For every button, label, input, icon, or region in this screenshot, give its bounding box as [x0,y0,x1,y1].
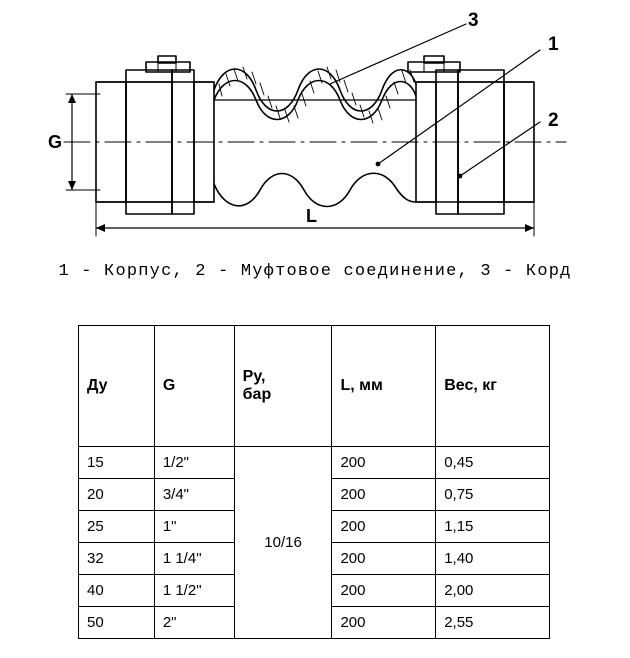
header-l: L, мм [332,326,436,447]
cell-ru: 10/16 [234,447,332,639]
cell-g: 1/2" [154,447,234,479]
cell-weight: 2,00 [436,575,550,607]
leader-3 [330,24,466,84]
cell-du: 32 [79,543,155,575]
table-header-row [79,326,550,447]
leader-1 [378,50,540,164]
bellows-bottom-outer [214,173,416,206]
cell-g: 2" [154,607,234,639]
table-row [79,447,550,479]
header-ru [234,326,332,447]
cell-l: 200 [332,447,436,479]
cell-du: 15 [79,447,155,479]
callout-3-label: 3 [468,10,479,31]
dimension-g-label: G [48,132,63,152]
technical-drawing [0,0,630,250]
diagram-legend: 1 - Корпус, 2 - Муфтовое соединение, 3 - Корд [58,262,572,281]
cell-l: 200 [332,479,436,511]
cell-du: 25 [79,511,155,543]
cell-weight: 0,75 [436,479,550,511]
cell-l: 200 [332,575,436,607]
cell-l: 200 [332,543,436,575]
header-ru-line1: Ру, [242,368,266,385]
callout-2-label: 2 [548,110,559,131]
header-ru-line2: бар [242,386,272,403]
cell-weight: 2,55 [436,607,550,639]
cell-du: 50 [79,607,155,639]
cell-g: 1 1/2" [154,575,234,607]
leader-2 [460,122,540,176]
cell-weight: 1,15 [436,511,550,543]
cell-du: 40 [79,575,155,607]
cell-l: 200 [332,511,436,543]
cell-g: 1 1/4" [154,543,234,575]
cell-weight: 1,40 [436,543,550,575]
cell-weight: 0,45 [436,447,550,479]
cell-g: 1" [154,511,234,543]
header-g: G [154,326,234,447]
header-weight: Вес, кг [436,326,550,447]
cell-g: 3/4" [154,479,234,511]
dimension-l-label: L [306,206,317,226]
cell-l: 200 [332,607,436,639]
callout-1-label: 1 [548,34,559,55]
compensator-diagram-svg [0,0,630,250]
cell-du: 20 [79,479,155,511]
header-du: Ду [79,326,155,447]
specification-table [78,325,550,639]
bellows-top-outer [214,69,416,111]
